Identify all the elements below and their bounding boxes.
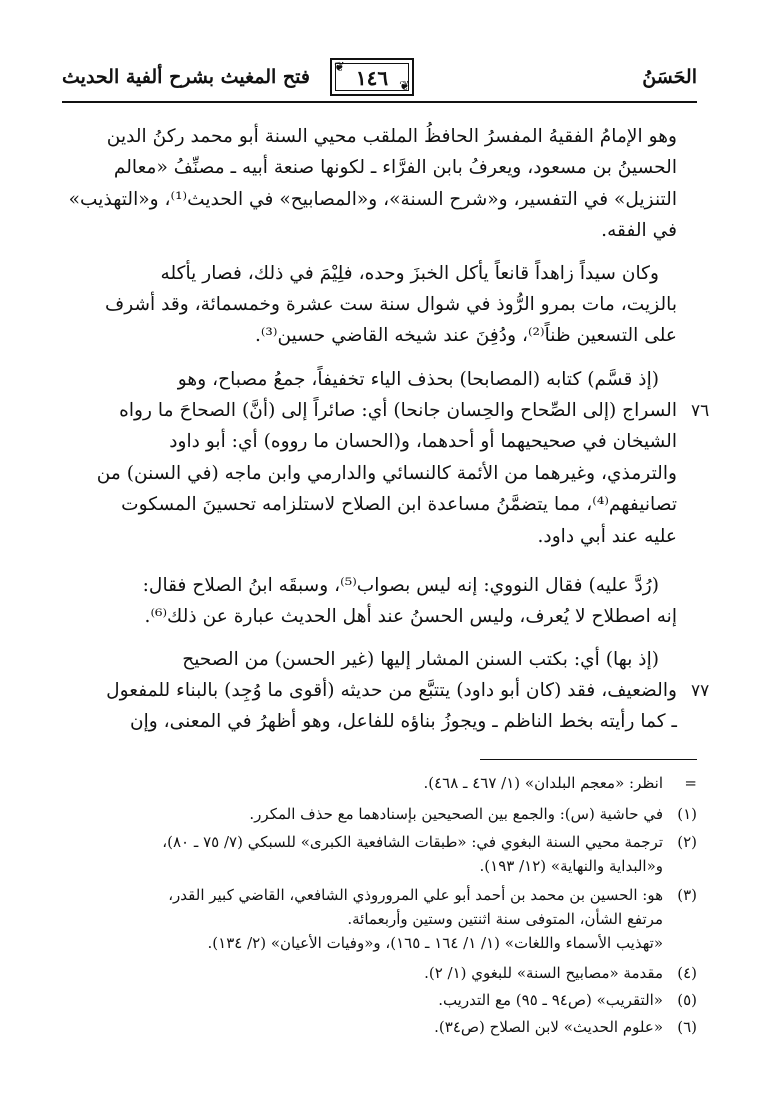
footnote-6 [62, 1015, 697, 1039]
footnote-label: (١) [677, 805, 697, 823]
text-line: الحسينُ بن مسعود، ويعرفُ بابن الفرَّاء ـ لكونها صنعة أبيه ـ مصنِّفُ «معالم [113, 157, 677, 179]
paragraph-5 [62, 644, 659, 675]
text-line: وكان سيداً زاهداً قانعاً يأكل الخبزَ وحده، فلِيْمَ في ذلك، فصار يأكله [160, 263, 659, 284]
corner-ornament-icon: ❦ [334, 60, 345, 75]
footnote-3-line-2: مرتفع الشأن، المتوفى سنة اثنتين وستين وأربعمائة. [347, 910, 663, 928]
footnote-label: (٤) [677, 964, 697, 982]
corner-ornament-icon: ❦ [399, 79, 410, 94]
text-line: السراج (إلى الصِّحاح والحِسان جانحا) أي: صائراً إلى (أنَّ) الصحاحَ ما رواه [119, 400, 677, 421]
page-number-frame [330, 58, 414, 96]
page-number: ١٤٦ [355, 66, 389, 90]
footnote-text: «التقريب» (ص٩٤ ـ ٩٥) مع التدريب. [438, 991, 663, 1009]
footnote-4 [62, 961, 697, 985]
footnote-3 [62, 883, 697, 907]
paragraph-1 [62, 121, 677, 247]
paragraph-2-cont [62, 289, 677, 352]
chapter-title: الحَسَنُ [642, 66, 697, 88]
paragraph-4-cont [62, 601, 677, 632]
text-line: الشيخان في صحيحيهما أو أحدهما، و(الحسان ما رووه) أي: أبو داود [169, 431, 677, 453]
footnote-label: (٣) [677, 886, 697, 904]
header-rule [62, 101, 697, 103]
text-line: (إذ بها) أي: بكتب السنن المشار إليها (غير الحسن) من الصحيح [182, 649, 659, 670]
running-title: فتح المغيث بشرح ألفية الحديث [62, 66, 310, 88]
footnote-text: انظر: «معجم البلدان» (١/ ٤٦٧ ـ ٤٦٨). [423, 774, 663, 792]
paragraph-4 [62, 570, 659, 601]
text-line: بالزيت، مات بمرو الرُّوذ في شوال سنة ست عشرة وخمسمائة، وقد أشرف [104, 294, 677, 315]
paragraph-5-cont [62, 675, 677, 738]
footnote-label: (٦) [677, 1018, 697, 1036]
paragraph-2 [62, 258, 659, 289]
footnote-3-line-3: «تهذيب الأسماء واللغات» (١/ ١/ ١٦٤ ـ ١٦٥)، و«وفيات الأعيان» (٢/ ١٣٤). [207, 934, 663, 952]
text-line: إنه اصطلاح لا يُعرف، وليس الحسنُ عند أهل الحديث عبارة عن ذلك⁽⁶⁾. [144, 606, 677, 627]
paragraph-3-cont [62, 395, 677, 552]
text-line: (إذ قسَّم) كتابه (المصابحا) بحذف الياء تخفيفاً، جمعُ مصباح، وهو [177, 369, 659, 390]
footnote-label: = [684, 774, 697, 792]
text-line: تصانيفهم⁽⁴⁾، مما يتضمَّنُ مساعدة ابن الصلاح لاستلزامه تحسينَ المسكوت [121, 494, 677, 516]
text-line: في الفقه. [601, 220, 677, 242]
footnote-rule [480, 759, 697, 760]
text-line: ـ كما رأيته بخط الناظم ـ ويجوزُ بناؤه للفاعل، وهو أظهرُ في المعنى، وإن [129, 711, 677, 733]
text-line: التنزيل» في التفسير، و«شرح السنة»، و«المصابيح» في الحديث⁽¹⁾، و«التهذيب» [68, 188, 677, 210]
text-line: والضعيف، فقد (كان أبو داود) يتتبَّع من حديثه (أقوى ما وُجِد) بالبناء للمفعول [106, 680, 677, 701]
footnote-2-line-2: و«البداية والنهاية» (١٢/ ١٩٣). [479, 857, 663, 875]
text-line: على التسعين ظناً⁽²⁾، ودُفِنَ عند شيخه القاضي حسين⁽³⁾. [254, 325, 677, 347]
footnote-label: (٥) [677, 991, 697, 1009]
footnote-text: هو: الحسين بن محمد بن أحمد أبو علي المروروذي الشافعي، القاضي كبير القدر، [168, 886, 663, 904]
footnote-text: في حاشية (س): والجمع بين الصحيحين بإسنادهما مع حذف المكرر. [249, 805, 663, 823]
text-line: (رُدَّ عليه) فقال النووي: إنه ليس بصواب⁽⁵⁾، وسبقَه ابنُ الصلاح فقال: [142, 575, 659, 596]
text-line: وهو الإمامُ الفقيهُ المفسرُ الحافظُ الملقب محيي السنة أبو محمد ركنُ الدين [106, 126, 677, 147]
footnote-text: ترجمة محيي السنة البغوي في: «طبقات الشافعية الكبرى» للسبكي (٧/ ٧٥ ـ ٨٠)، [162, 833, 663, 851]
footnote-label: (٢) [677, 833, 697, 851]
footnote-5 [62, 988, 697, 1012]
paragraph-3 [62, 364, 659, 395]
verse-number: ٧٧ [691, 681, 710, 701]
footnote-text: مقدمة «مصابيح السنة» للبغوي (١/ ٢). [424, 964, 663, 982]
footnote-continued [62, 771, 697, 795]
text-line: عليه عند أبي داود. [537, 525, 677, 547]
verse-number: ٧٦ [691, 401, 710, 421]
footnote-2 [62, 830, 697, 854]
footnote-1 [62, 802, 697, 826]
text-line: والترمذي، وغيرهما من الأئمة كالنسائي والدارمي وابن ماجه (في السنن) من [96, 462, 677, 484]
footnote-text: «علوم الحديث» لابن الصلاح (ص٣٤). [434, 1018, 663, 1036]
